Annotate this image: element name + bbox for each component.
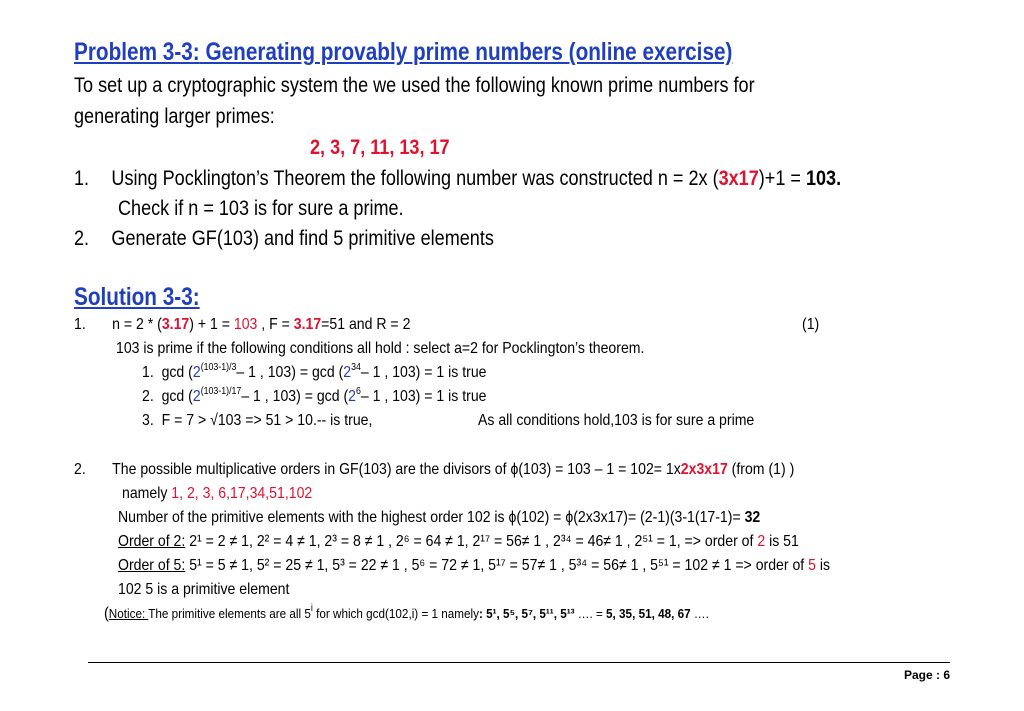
text: namely: [122, 485, 172, 502]
text: (: [104, 605, 109, 622]
text: Number of the primitive elements with the highest order 102 is ϕ(102) = ϕ(2x3x17)= (2-1)(3-1(17-1)=: [118, 509, 745, 526]
item-text: Check if n = 103 is for sure a prime.: [118, 197, 404, 220]
text: F = 7 > √103 => 51 > 10.-- is true,: [161, 412, 373, 429]
highlight: 2x3x17: [680, 461, 728, 478]
text: , F =: [257, 316, 294, 333]
highlight: 2: [192, 388, 201, 405]
item-text: Using Pocklington’s Theorem the following number was constructed n = 2x (: [111, 167, 719, 190]
problem-item-1-line-2: [118, 197, 450, 221]
step-number: 1.: [74, 316, 86, 333]
page-number: [904, 668, 950, 682]
exponent: 34: [351, 362, 361, 373]
condition-3: [142, 412, 404, 430]
text: …. =: [574, 606, 607, 621]
text: The possible multiplicative orders in GF(103) are the divisors of ϕ(103) = 103 – 1 = 102= 1x: [112, 461, 681, 478]
highlight: 103.: [805, 167, 842, 190]
text: ) + 1 =: [189, 316, 234, 333]
condition-number: 3.: [142, 412, 154, 429]
solution-title: [74, 283, 225, 312]
problem-title-label: Problem 3-3:: [74, 38, 200, 66]
conclusion-text: As all conditions hold,103 is for sure a prime: [478, 412, 755, 429]
highlight: 3.17: [161, 316, 190, 333]
known-primes-text: 2, 3, 7, 11, 13, 17: [310, 136, 450, 159]
highlight: 2: [192, 364, 201, 381]
conclusion: [478, 412, 792, 430]
highlight: 5, 35, 51, 48, 67: [606, 606, 691, 621]
order-of-2: [118, 533, 892, 551]
condition-number: 2.: [142, 388, 154, 405]
text: 2¹ = 2 ≠ 1, 2² = 4 ≠ 1, 2³ = 8 ≠ 1 , 2⁶ = 64 ≠ 1, 2¹⁷ = 56≠ 1 , 2³⁴ = 46≠ 1 , 2⁵¹ = 1, => order of: [185, 533, 758, 550]
exponent: (103-1)/17: [200, 386, 242, 397]
footer-divider: [88, 662, 950, 663]
text: 5¹ = 5 ≠ 1, 5² = 25 ≠ 1, 5³ = 22 ≠ 1 , 5⁶ = 72 ≠ 1, 5¹⁷ = 57≠ 1 , 5³⁴ = 56≠ 1 , 5⁵¹ = 102 ≠ 1 => order of: [185, 557, 809, 574]
label: Order of 2:: [118, 533, 186, 550]
highlight: 32: [744, 509, 761, 526]
text: for which gcd(102,i) = 1 namely: [312, 606, 480, 621]
text: ….: [690, 606, 709, 621]
equation-ref: [802, 316, 822, 334]
condition-2: [142, 388, 533, 406]
highlight: 2: [348, 388, 356, 405]
text: is: [815, 557, 831, 574]
label: Order of 5:: [118, 557, 186, 574]
text: 102 5 is a primitive element: [118, 581, 290, 598]
highlight: 103: [233, 316, 258, 333]
exponent: (103-1)/3: [200, 362, 237, 373]
solution-title-text: Solution 3-3:: [74, 283, 200, 311]
intro-line-2: [74, 105, 307, 129]
problem-title-text: Generating provably prime numbers (online exercise): [199, 38, 733, 66]
highlight: 2: [757, 533, 766, 550]
item-number: 2.: [74, 227, 90, 250]
problem-item-1: [74, 167, 966, 191]
order-of-5-line-2: [118, 581, 313, 599]
equation-ref-text: (1): [802, 316, 820, 333]
text: – 1 , 103) = gcd (: [236, 364, 344, 381]
text: The primitive elements are all 5: [148, 606, 311, 621]
highlight: 3.17: [293, 316, 322, 333]
notice-label: Notice:: [108, 606, 149, 621]
text: – 1 , 103) = gcd (: [241, 388, 349, 405]
step-number: 2.: [74, 461, 86, 478]
highlight: : 5¹, 5⁵, 5⁷, 5¹¹, 5¹³: [479, 606, 575, 621]
text: is 51: [765, 533, 799, 550]
namely-line: [122, 485, 338, 503]
conditions-intro-text: 103 is prime if the following conditions all hold : select a=2 for Pocklington’s theorem.: [116, 340, 645, 357]
text: n = 2 * (: [112, 316, 162, 333]
exponent: i: [310, 603, 313, 614]
problem-title: [74, 38, 867, 67]
text: – 1 , 103) = 1 is true: [360, 364, 487, 381]
exponent: 6: [355, 386, 361, 397]
highlight: 2: [343, 364, 352, 381]
page-number-text: Page : 6: [904, 668, 951, 682]
intro-text-1: To set up a cryptographic system the we used the following known prime numbers for: [74, 74, 755, 97]
condition-1: [142, 364, 533, 382]
text: =51 and R = 2: [321, 316, 411, 333]
text: (from (1) ): [727, 461, 795, 478]
solution-step-1: [74, 316, 456, 334]
highlight: 5: [808, 557, 816, 574]
text: gcd (: [161, 364, 193, 381]
known-primes: [310, 136, 472, 160]
notice: [104, 605, 776, 623]
item-text: Generate GF(103) and find 5 primitive elements: [111, 227, 494, 250]
order-of-5: [118, 557, 927, 575]
primitive-count: [118, 509, 848, 527]
problem-item-2: [74, 227, 562, 251]
text: gcd (: [161, 388, 193, 405]
item-number: 1.: [74, 167, 90, 190]
conditions-intro: [116, 340, 716, 358]
intro-text-2: generating larger primes:: [74, 105, 275, 128]
intro-line-1: [74, 74, 865, 98]
condition-number: 1.: [142, 364, 154, 381]
item-text: )+1 =: [758, 167, 806, 190]
text: – 1 , 103) = 1 is true: [360, 388, 487, 405]
divisors: 1, 2, 3, 6,17,34,51,102: [171, 485, 313, 502]
solution-step-2: [74, 461, 892, 479]
highlight: 3x17: [718, 167, 759, 190]
